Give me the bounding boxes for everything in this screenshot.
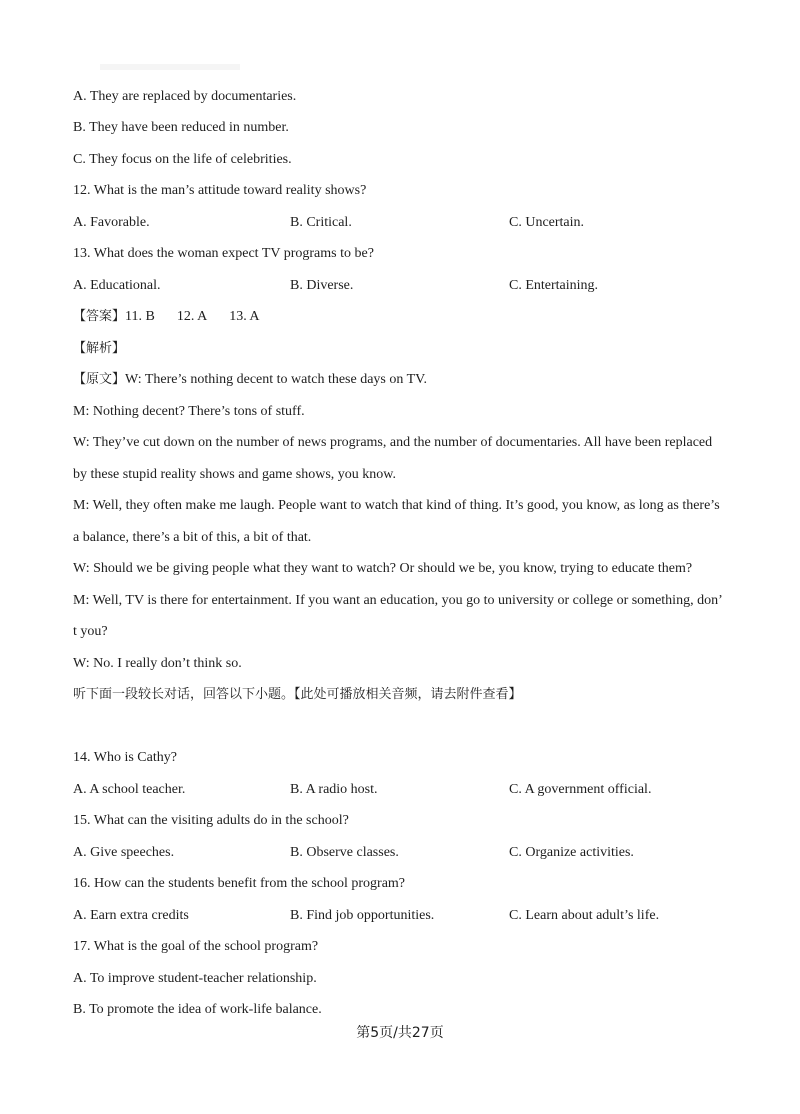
q12-option-b: B. Critical. — [290, 215, 352, 230]
q14-stem: 14. Who is Cathy? — [73, 750, 177, 765]
transcript-line: t you? — [73, 624, 108, 639]
transcript-line: 【原文】W: There’s nothing decent to watch these days on TV. — [73, 372, 427, 387]
listening-instruction: 听下面一段较长对话，回答以下小题。【此处可播放相关音频，请去附件查看】 — [73, 687, 522, 702]
q11-option-c: C. They focus on the life of celebrities. — [73, 152, 292, 167]
q12-stem: 12. What is the man’s attitude toward reality shows? — [73, 183, 367, 198]
answer-label: 【答案】 — [73, 309, 126, 324]
q14-option-b: B. A radio host. — [290, 782, 378, 797]
q12-option-c: C. Uncertain. — [509, 215, 585, 230]
q15-option-b: B. Observe classes. — [290, 845, 399, 860]
q17-stem: 17. What is the goal of the school program? — [73, 939, 319, 954]
transcript-label: 【原文】 — [73, 372, 126, 387]
q13-option-c: C. Entertaining. — [509, 278, 599, 293]
q13-option-b: B. Diverse. — [290, 278, 354, 293]
q11-option-a: A. They are replaced by documentaries. — [73, 89, 297, 104]
q16-option-a: A. Earn extra credits — [73, 908, 189, 923]
answer-item: 12. A — [176, 309, 208, 324]
transcript-line: W: Should we be giving people what they want to watch? Or should we be, you know, trying to educate them? — [73, 561, 693, 576]
q13-option-a: A. Educational. — [73, 278, 161, 293]
q15-option-a: A. Give speeches. — [73, 845, 175, 860]
transcript-line: W: No. I really don’t think so. — [73, 656, 242, 671]
q15-option-c: C. Organize activities. — [509, 845, 634, 860]
transcript-line: a balance, there’s a bit of this, a bit of that. — [73, 530, 312, 545]
q11-option-b: B. They have been reduced in number. — [73, 120, 289, 135]
q17-option-b: B. To promote the idea of work-life balance. — [73, 1002, 322, 1017]
transcript-line: M: Nothing decent? There’s tons of stuff. — [73, 404, 305, 419]
q16-stem: 16. How can the students benefit from the school program? — [73, 876, 406, 891]
q16-option-b: B. Find job opportunities. — [290, 908, 435, 923]
answer-item: 11. B — [125, 309, 155, 324]
faint-header-remnant — [100, 64, 240, 70]
answer-item: 13. A — [229, 309, 260, 324]
transcript-line: M: Well, they often make me laugh. People want to watch that kind of thing. It’s good, you know, as long as there’s — [73, 498, 720, 513]
q14-option-c: C. A government official. — [509, 782, 652, 797]
q16-option-c: C. Learn about adult’s life. — [509, 908, 660, 923]
page-number-footer: 第5页/共27页 — [356, 1025, 444, 1041]
transcript-line: M: Well, TV is there for entertainment. If you want an education, you go to university or college or something, don’ — [73, 593, 723, 608]
q12-option-a: A. Favorable. — [73, 215, 150, 230]
q13-stem: 13. What does the woman expect TV programs to be? — [73, 246, 374, 261]
analysis-label: 【解析】 — [73, 341, 126, 356]
answer-key — [73, 308, 282, 326]
q14-option-a: A. A school teacher. — [73, 782, 186, 797]
transcript-line: W: They’ve cut down on the number of news programs, and the number of documentaries. All have been replaced — [73, 435, 713, 450]
q15-stem: 15. What can the visiting adults do in the school? — [73, 813, 349, 828]
q17-option-a: A. To improve student-teacher relationship. — [73, 971, 317, 986]
transcript-line: by these stupid reality shows and game shows, you know. — [73, 467, 396, 482]
